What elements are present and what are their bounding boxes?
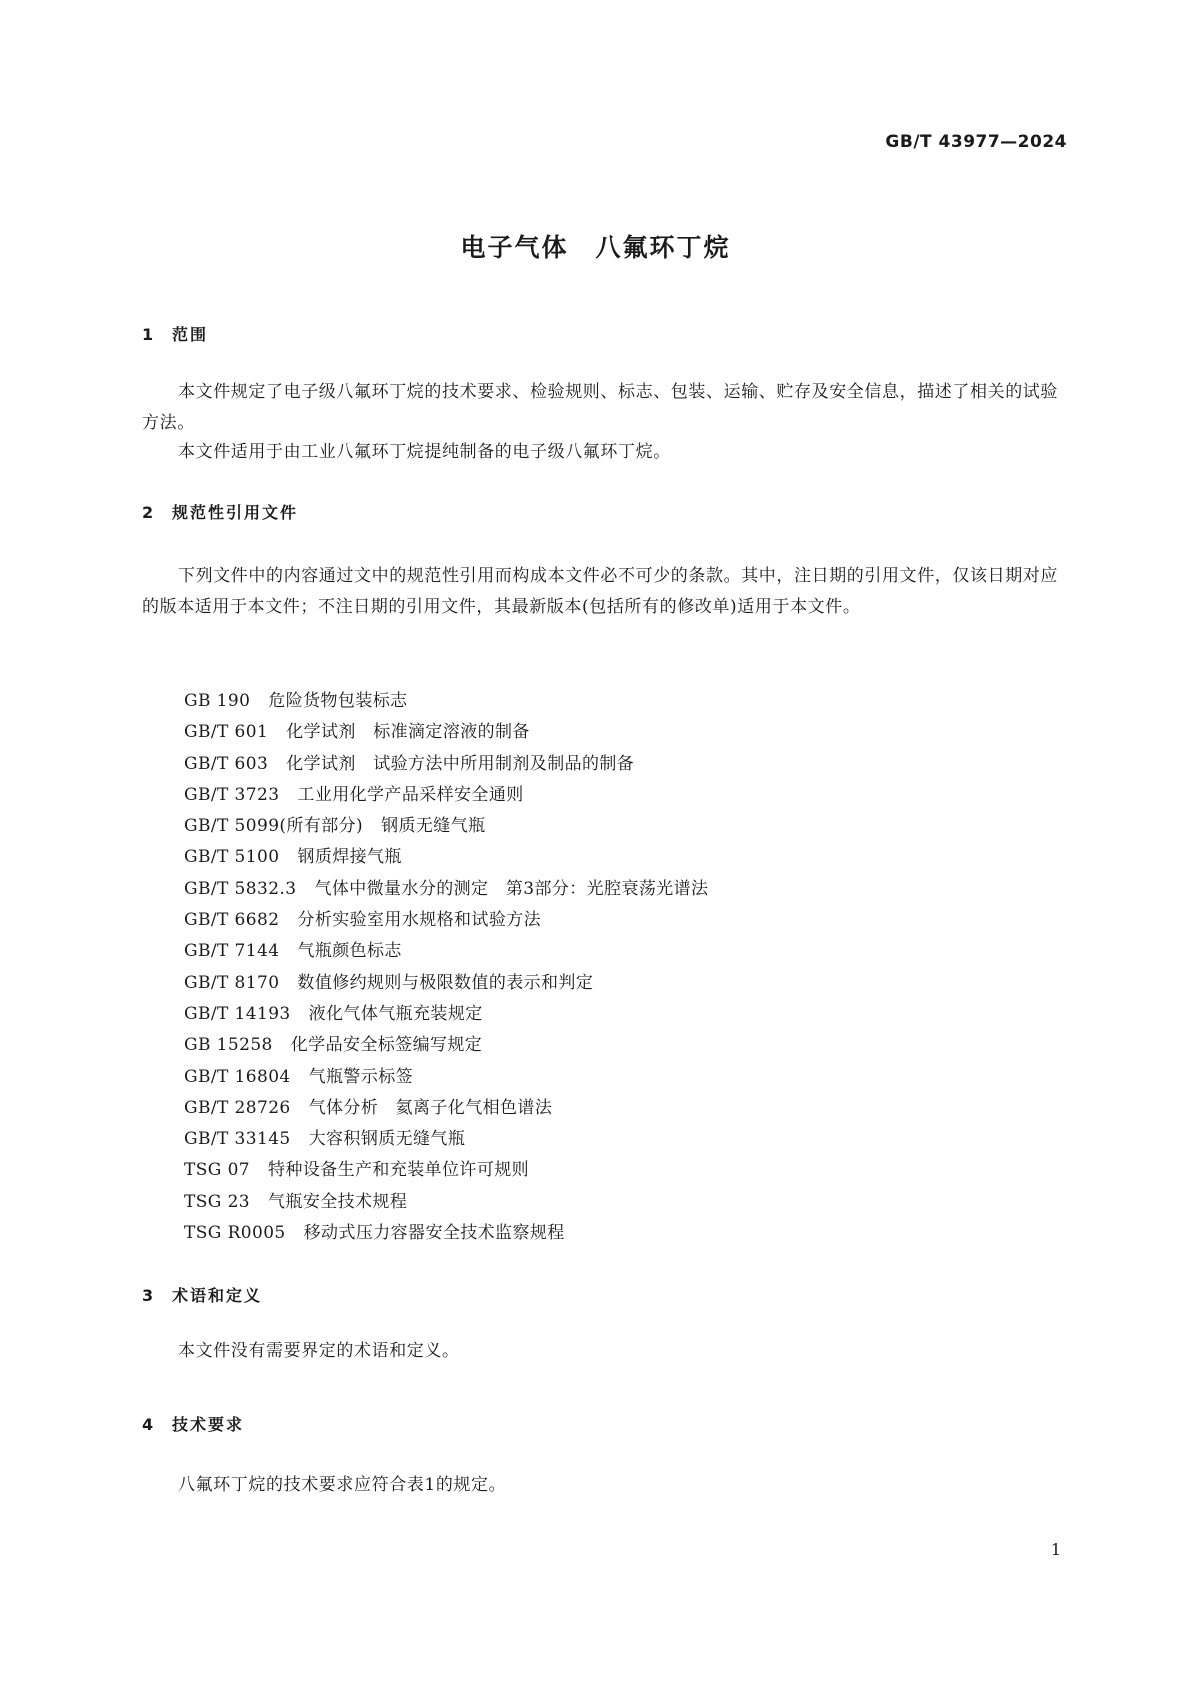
reference-title: 工业用化学产品采样安全通则 — [297, 784, 524, 805]
reference-code: GB/T 5099(所有部分) — [184, 816, 364, 837]
document-title: 电子气体 八氟环丁烷 — [460, 233, 731, 262]
reference-code: GB/T 601 — [184, 722, 269, 743]
reference-item — [184, 1218, 708, 1249]
section-2-heading — [142, 500, 298, 523]
reference-title: 移动式压力容器安全技术监察规程 — [303, 1223, 565, 1244]
section-4-heading — [142, 1412, 244, 1435]
reference-code: GB/T 8170 — [184, 972, 280, 993]
reference-code: GB/T 6682 — [184, 910, 280, 931]
reference-item — [184, 874, 708, 905]
reference-title: 液化气体气瓶充装规定 — [308, 1003, 483, 1024]
reference-code: GB/T 5100 — [184, 847, 280, 868]
reference-title: 气瓶安全技术规程 — [268, 1191, 408, 1212]
reference-title: 气瓶警示标签 — [308, 1066, 414, 1087]
reference-title: 危险货物包装标志 — [268, 691, 408, 711]
section-number: 3 — [142, 1286, 156, 1305]
reference-title: 气体分析 氦离子化气相色谱法 — [308, 1097, 553, 1118]
section-4-paragraph-1: 八氟环丁烷的技术要求应符合表1的规定。 — [178, 1475, 507, 1495]
reference-item — [184, 686, 708, 717]
section-3-paragraph-1: 本文件没有需要界定的术语和定义。 — [178, 1341, 460, 1361]
reference-item — [184, 842, 708, 873]
reference-item — [184, 968, 708, 999]
standard-code: GB/T 43977—2024 — [885, 132, 1067, 152]
normative-reference-list — [184, 686, 708, 1249]
reference-code: GB/T 16804 — [184, 1066, 291, 1087]
reference-code: TSG R0005 — [184, 1223, 286, 1244]
reference-title: 气瓶颜色标志 — [297, 941, 402, 962]
reference-code: GB/T 603 — [184, 753, 269, 774]
reference-title: 钢质无缝气瓶 — [381, 816, 486, 837]
reference-code: GB/T 28726 — [184, 1097, 291, 1118]
reference-item — [184, 936, 708, 967]
reference-title: 大容积钢质无缝气瓶 — [308, 1129, 466, 1150]
reference-item — [184, 811, 708, 842]
reference-title: 化学试剂 标准滴定溶液的制备 — [286, 722, 530, 743]
reference-item — [184, 1187, 708, 1218]
reference-title: 化学试剂 试验方法中所用制剂及制品的制备 — [286, 753, 635, 774]
reference-code: GB/T 3723 — [184, 784, 280, 805]
reference-item — [184, 780, 708, 811]
reference-item — [184, 749, 708, 780]
section-3-heading — [142, 1283, 262, 1306]
reference-code: GB/T 7144 — [184, 941, 280, 962]
section-title: 范围 — [172, 325, 209, 344]
section-title: 术语和定义 — [172, 1286, 263, 1305]
section-1-heading — [142, 322, 208, 345]
section-number: 4 — [142, 1415, 156, 1434]
page-number: 1 — [1050, 1540, 1061, 1559]
reference-code: GB 190 — [184, 691, 251, 711]
section-number: 1 — [142, 325, 156, 344]
section-1-paragraph-2: 本文件适用于由工业八氟环丁烷提纯制备的电子级八氟环丁烷。 — [178, 442, 671, 462]
section-2-paragraph-1: 下列文件中的内容通过文中的规范性引用而构成本文件必不可少的条款。其中，注日期的引用文件，仅该日期对应的版本适用于本文件；不注日期的引用文件，其最新版本(包括所有的修改单)适用于本文件。 — [142, 566, 1058, 617]
reference-item — [184, 717, 708, 748]
reference-title: 数值修约规则与极限数值的表示和判定 — [297, 972, 594, 993]
section-1-paragraph-1: 本文件规定了电子级八氟环丁烷的技术要求、检验规则、标志、包装、运输、贮存及安全信息，描述了相关的试验方法。 — [142, 382, 1058, 433]
section-title: 技术要求 — [172, 1415, 245, 1434]
section-number: 2 — [142, 503, 156, 522]
reference-code: GB/T 33145 — [184, 1129, 291, 1150]
reference-item — [184, 905, 708, 936]
reference-title: 特种设备生产和充装单位许可规则 — [268, 1160, 530, 1181]
reference-title: 化学品安全标签编写规定 — [290, 1035, 483, 1056]
reference-item — [184, 1124, 708, 1155]
reference-code: TSG 23 — [184, 1191, 251, 1212]
reference-item — [184, 1030, 708, 1061]
section-title: 规范性引用文件 — [172, 503, 299, 522]
reference-item — [184, 1093, 708, 1124]
reference-title: 气体中微量水分的测定 第3部分：光腔衰荡光谱法 — [314, 878, 709, 899]
reference-item — [184, 999, 708, 1030]
reference-code: GB/T 14193 — [184, 1003, 291, 1024]
reference-title: 钢质焊接气瓶 — [297, 847, 402, 868]
reference-code: GB/T 5832.3 — [184, 878, 297, 899]
reference-title: 分析实验室用水规格和试验方法 — [297, 910, 542, 931]
reference-code: GB 15258 — [184, 1035, 273, 1056]
reference-code: TSG 07 — [184, 1160, 251, 1181]
reference-item — [184, 1155, 708, 1186]
reference-item — [184, 1062, 708, 1093]
